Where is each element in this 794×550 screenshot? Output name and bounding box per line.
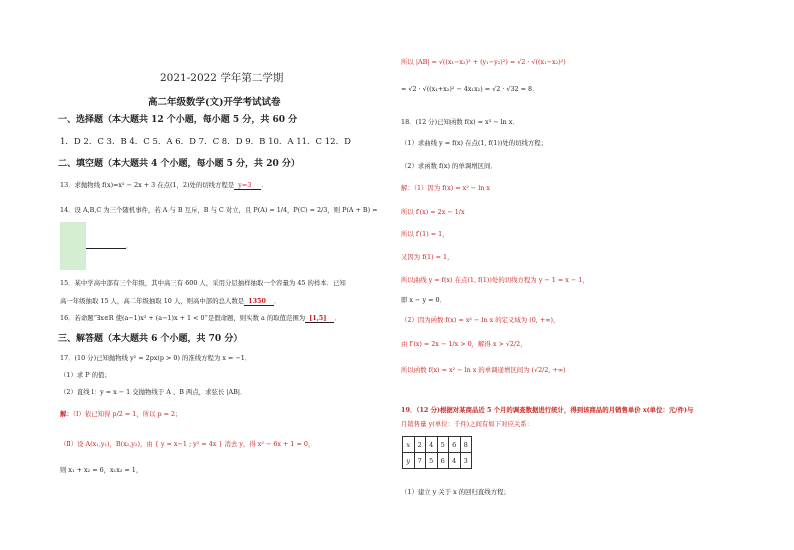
solution-18-step6: 即 x − y = 0． [401,296,446,304]
table-cell: 6 [437,453,449,469]
table-cell: 7 [414,453,426,469]
solution-18-step3: 所以 f′(1) = 1， [401,230,449,238]
question-15-line1: 15．某中学高中部有三个年级，其中高三有 600 人，采用分层抽样抽取一个容量为 45 的样本．已知 [60,279,346,287]
table-row [403,437,472,453]
question-13-answer: y=3 [234,181,261,190]
question-15-answer: 1350 [244,297,274,306]
table-cell: 5 [437,437,449,453]
question-17-solution-2: （Ⅱ）设 A(x₁,y₁)，B(x₂,y₂)，由 { y = x−1 ; y² = 4x } 消去 y，得 x² − 6x + 1 = 0， [60,440,315,448]
solution-18-step7: （2）因为函数 f(x) = x² − ln x 的定义域为 (0, +∞)， [401,316,560,324]
question-18-part1: （1）求曲线 y = f(x) 在点(1, f(1))处的切线方程； [401,139,548,147]
table-row [403,453,472,469]
solution-18-step5: 所以曲线 y = f(x) 在点(1, f(1))处的切线方程为 y − 1 = x − 1， [401,276,589,284]
choice-answers: 1．D 2．C 3．B 4．C 5．A 6．D 7．C 8．D 9．B 10．A 11．C 12．D [60,137,351,147]
table-cell: 5 [426,453,438,469]
table-cell: 6 [449,437,461,453]
solution-label: 解： [60,410,73,418]
question-18-part2: （2）求函数 f(x) 的单调增区间． [401,162,497,170]
table-cell: 2 [414,437,426,453]
question-19-line1: 19．（12 分)根据对某商品近 5 个月的调查数据进行统计，得到该商品的月销售单价 x(单位：元/件)与 [401,406,694,414]
solution-18-step9: 所以函数 f(x) = x² − ln x 的单调递增区间为 (√2/2, +∞) [401,366,566,374]
question-17-part1: （1）求 P 的值； [60,371,111,379]
question-19-part1: （1）建立 y 关于 x 的回归直线方程； [401,488,510,496]
section-3-heading: 三、解答题（本大题共 6 个小题，共 70 分） [58,334,243,344]
question-17-solution-1 [60,410,181,418]
question-17-solution-3: 则 x₁ + x₂ = 6，x₁x₂ = 1， [60,466,143,474]
question-16-answer: [1,5] [305,314,334,323]
question-15-text: 高一年级抽取 15 人，高二年级抽取 10 人，则高中部的总人数是 [60,297,245,305]
exam-term-title: 2021-2022 学年第二学期 [160,72,284,84]
question-13-text: 13．求抛物线 f(x)=x² − 2x + 3 在点(1，2)处的切线方程是 [60,181,235,189]
question-15-line2: 高一年级抽取 15 人，高二年级抽取 10 人，则高中部的总人数是 1350 ． [60,297,281,305]
solution-18-step1: 解：（1）因为 f(x) = x² − ln x [401,184,490,192]
ab-length-line2: = √2 · √((x₁+x₂)² − 4x₁x₂) = √2 · √32 = 8． [401,85,539,93]
table-cell: 8 [460,437,472,453]
data-table [402,436,472,469]
question-16-text: 16．若命题“∃x∈R 使(a−1)x² + (a−1)x + 1 < 0”是假命题，则实数 a 的取值范围为 [60,314,306,322]
question-19-line2: 月销售量 y(单位：千件)之间有如下对应关系： [401,420,534,428]
highlight-box [60,222,86,270]
section-2-heading: 二、填空题（本大题共 4 个小题，每小题 5 分，共 20 分） [58,159,300,169]
table-cell-label-x: x [403,437,415,453]
question-14: 14．设 A,B,C 为三个随机事件，若 A 与 B 互斥，B 与 C 对立，且 P(A) = 1/4，P(C) = 2/3，则 P(A + B) = [60,206,378,214]
question-18: 18．(12 分)已知函数 f(x) = x³ − ln x． [401,118,519,126]
exam-title: 高二年级数学(文)开学考试试卷 [148,97,281,108]
solution-18-step2: 所以 f′(x) = 2x − 1/x [401,208,465,216]
table-cell-label-y: y [403,453,415,469]
solution-1-text: （Ⅰ）依已知得 p/2 = 1，所以 p = 2； [72,410,182,418]
question-14-period: ． [126,242,133,250]
question-16: 16．若命题“∃x∈R 使(a−1)x² + (a−1)x + 1 < 0”是假命题，则实数 a 的取值范围为 [1,5] ． [60,314,341,322]
section-1-heading: 一、选择题（本大题共 12 个小题，每小题 5 分，共 60 分 [58,115,298,125]
question-13: 13．求抛物线 f(x)=x² − 2x + 3 在点(1，2)处的切线方程是 y=3 ． [60,181,268,189]
ab-length-line1: 所以 |AB| = √((x₁−x₂)² + (y₁−y₂)²) = √2 · √((x₁−x₂)²) [401,58,566,66]
table-cell: 3 [460,453,472,469]
question-17-part2: （2）直线 l：y = x − 1 交抛物线于 A 、B 两点，求弦长 |AB|． [60,388,247,396]
question-14-blank [86,248,126,249]
question-17: 17．(10 分)已知抛物线 y² = 2px(p > 0) 的准线方程为 x = −1． [60,354,252,362]
table-cell: 4 [426,437,438,453]
table-cell: 4 [449,453,461,469]
solution-18-step8: 由 f′(x) = 2x − 1/x > 0，解得 x > √2/2， [401,340,527,348]
solution-18-step4: 又因为 f(1) = 1， [401,253,454,261]
